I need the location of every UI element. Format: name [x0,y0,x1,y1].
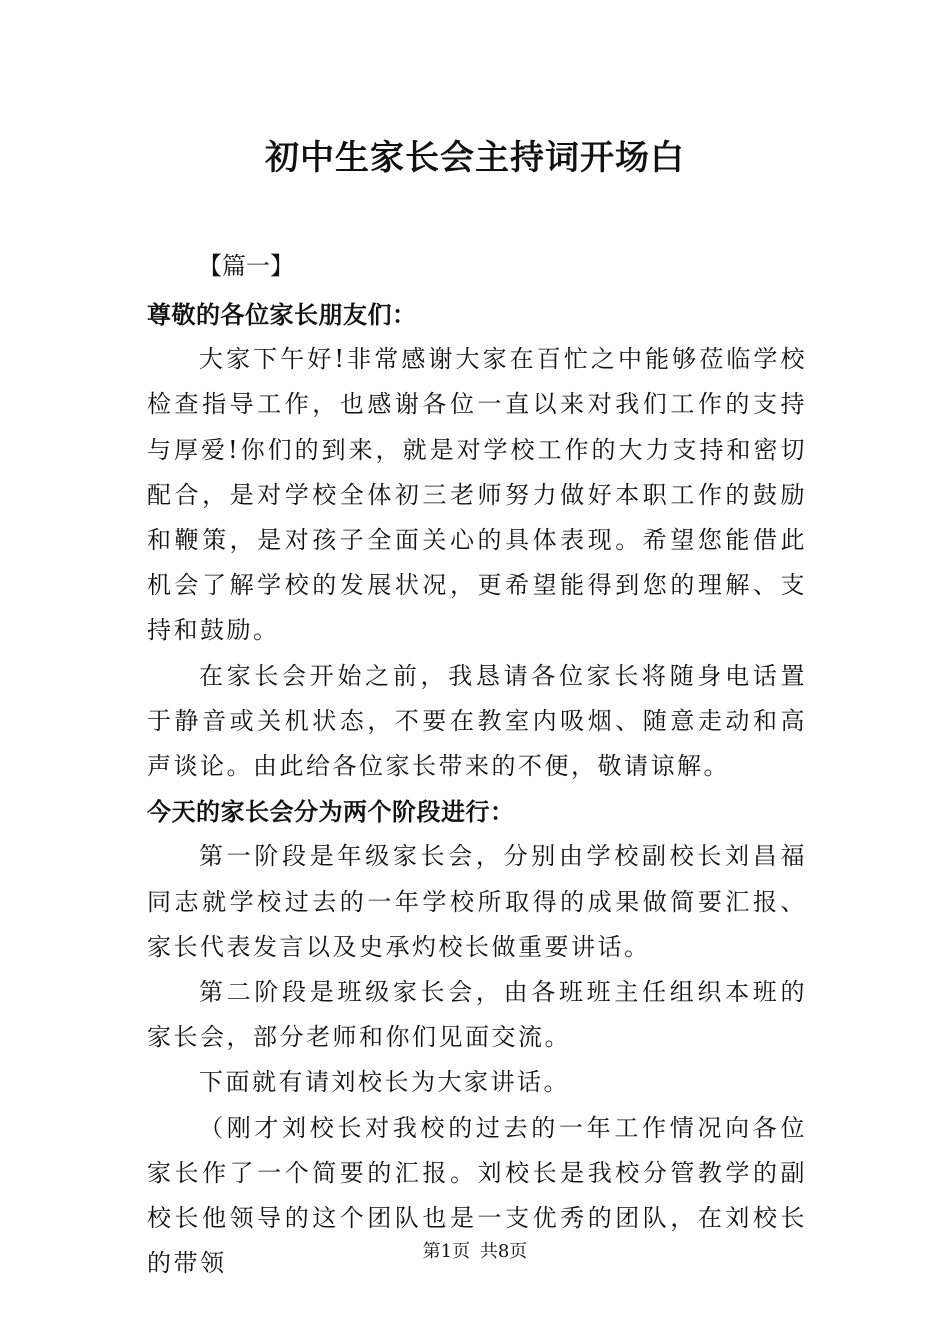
document-body [147,292,807,1286]
section-label: 【篇一】 [198,252,294,280]
paragraph-stage-two: 第二阶段是班级家长会，由各班班主任组织本班的家长会，部分老师和你们见面交流。 [147,978,807,1052]
page-indicator: 第1页 共8页 [422,1241,528,1262]
paragraph-summary: （刚才刘校长对我校的过去的一年工作情况向各位家长作了一个简要的汇报。刘校长是我校分管教学的副校长他领导的这个团队也是一支优秀的团队，在刘校长的带领 [147,1113,807,1278]
paragraph-invite: 下面就有请刘校长为大家讲话。 [199,1068,570,1097]
paragraph-welcome: 大家下午好!非常感谢大家在百忙之中能够莅临学校检查指导工作，也感谢各位一直以来对我们工作的支持与厚爱!你们的到来，就是对学校工作的大力支持和密切配合，是对学校全体初三老师努力做好本职工作的鼓励和鞭策，是对孩子全面关心的具体表现。希望您能借此机会了解学校的发展状况，更希望能得到您的理解、支持和鼓励。 [147,345,807,645]
document-title: 初中生家长会主持词开场白 [265,138,685,178]
paragraph-notice: 在家长会开始之前，我恳请各位家长将随身电话置于静音或关机状态，不要在教室内吸烟、随意走动和高声谈论。由此给各位家长带来的不便，敬请谅解。 [147,661,807,781]
greeting-line: 尊敬的各位家长朋友们： [147,300,417,329]
paragraph-stage-one: 第一阶段是年级家长会，分别由学校副校长刘昌福同志就学校过去的一年学校所取得的成果做简要汇报、家长代表发言以及史承灼校长做重要讲话。 [147,842,807,961]
agenda-heading: 今天的家长会分为两个阶段进行： [147,797,515,827]
